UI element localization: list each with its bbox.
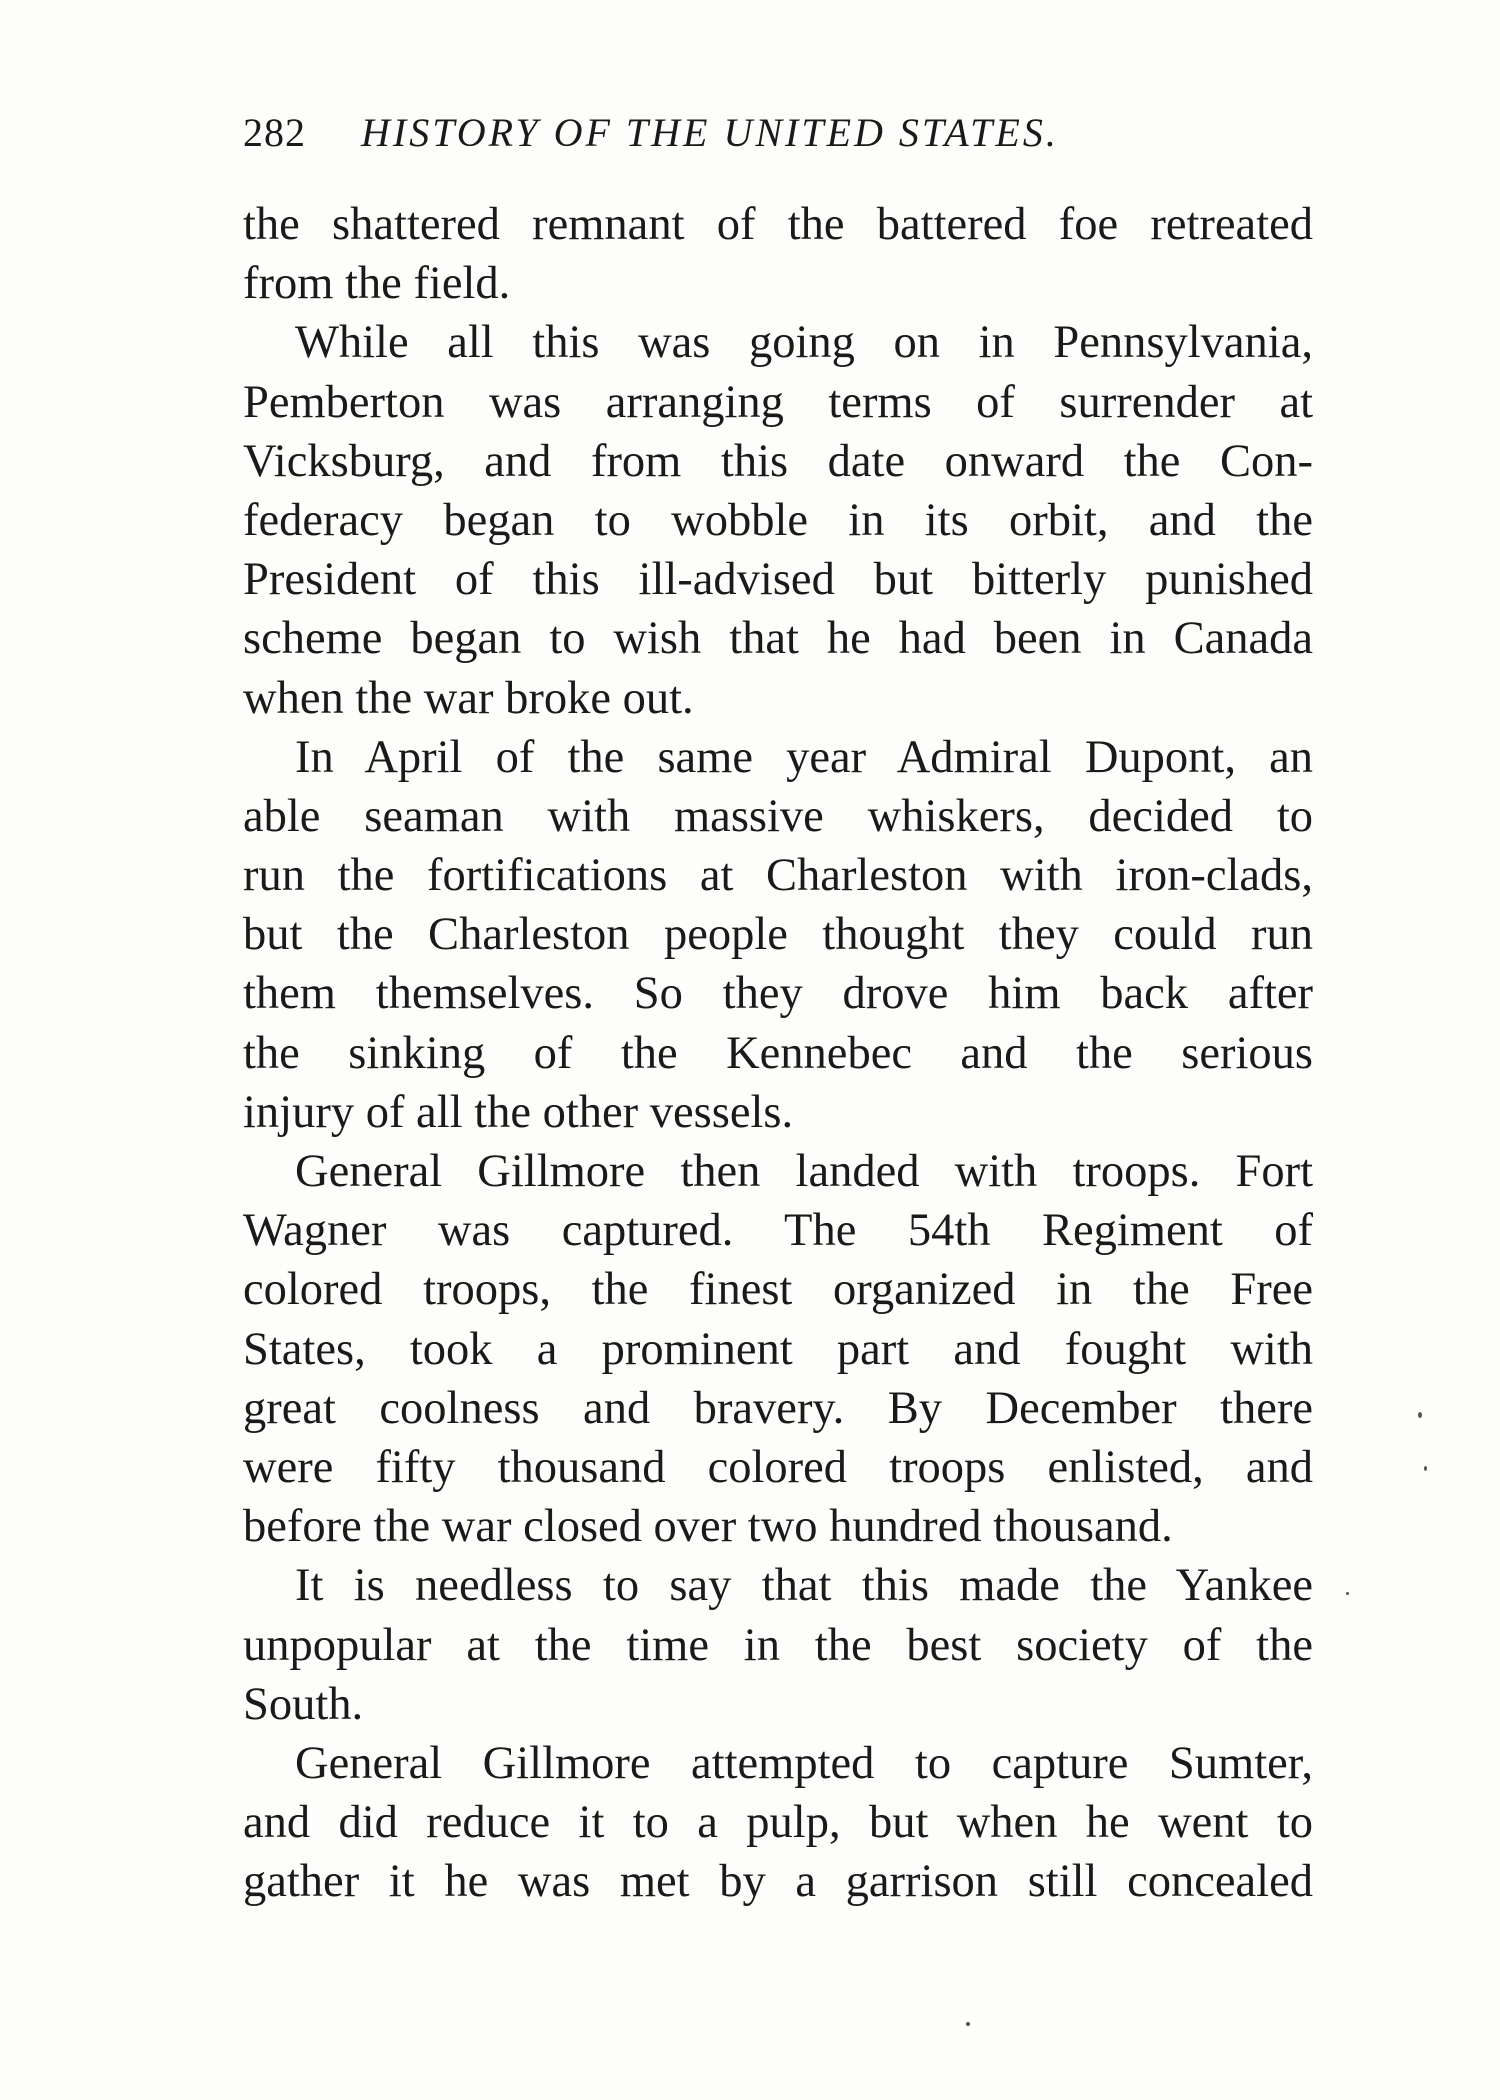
text-line: them themselves. So they drove him back after — [243, 968, 1313, 1020]
text-line: General Gillmore attempted to capture Sumter, — [295, 1737, 1313, 1789]
scan-speck — [966, 2022, 970, 2026]
text-line: able seaman with massive whiskers, decided to — [243, 790, 1313, 842]
text-line: but the Charleston people thought they could run — [243, 909, 1313, 961]
text-line: the sinking of the Kennebec and the serious — [243, 1027, 1313, 1079]
page-number: 282 — [243, 110, 306, 155]
text-line: from the field. — [243, 258, 511, 310]
running-title: HISTORY OF THE UNITED STATES. — [361, 110, 1059, 155]
text-line: scheme began to wish that he had been in Canada — [243, 613, 1313, 665]
text-line: Vicksburg, and from this date onward the Con- — [243, 435, 1313, 487]
text-line: General Gillmore then landed with troops. Fort — [295, 1146, 1313, 1197]
scan-speck — [1418, 1412, 1422, 1418]
text-line: unpopular at the time in the best society of the — [243, 1619, 1313, 1671]
text-line: federacy began to wobble in its orbit, and the — [243, 494, 1313, 546]
text-line: colored troops, the finest organized in the Free — [243, 1264, 1313, 1316]
running-head — [243, 108, 1313, 158]
text-line: before the war closed over two hundred thousand. — [243, 1501, 1173, 1553]
text-line: the shattered remnant of the battered foe retreated — [243, 199, 1313, 250]
text-line: President of this ill-advised but bitterly punished — [243, 554, 1313, 606]
text-line: were fifty thousand colored troops enlisted, and — [243, 1441, 1313, 1493]
text-line: gather it he was met by a garrison still concealed — [243, 1856, 1313, 1908]
scan-speck — [1346, 1592, 1349, 1595]
text-line: and did reduce it to a pulp, but when he went to — [243, 1797, 1313, 1849]
text-line: Pemberton was arranging terms of surrender at — [243, 376, 1313, 428]
text-line: In April of the same year Admiral Dupont, an — [295, 731, 1313, 783]
text-line: run the fortifications at Charleston with iron-clads, — [243, 850, 1313, 902]
scan-speck — [1424, 1466, 1427, 1471]
text-line: injury of all the other vessels. — [243, 1086, 794, 1138]
text-line: States, took a prominent part and fought with — [243, 1323, 1313, 1375]
text-line: when the war broke out. — [243, 672, 694, 724]
text-line: While all this was going on in Pennsylvania, — [295, 317, 1313, 369]
text-line: great coolness and bravery. By December there — [243, 1382, 1313, 1434]
body-text — [243, 195, 1313, 1911]
text-line: South. — [243, 1678, 364, 1730]
text-line: Wagner was captured. The 54th Regiment of — [243, 1205, 1313, 1257]
text-line: It is needless to say that this made the Yankee — [295, 1560, 1313, 1612]
